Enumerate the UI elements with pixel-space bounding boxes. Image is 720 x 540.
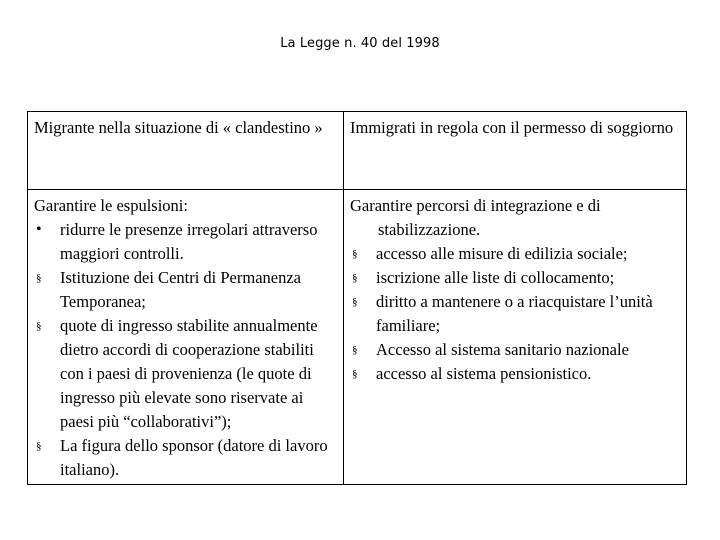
left-bullet-list bbox=[34, 218, 337, 482]
list-item bbox=[350, 266, 680, 290]
comparison-table bbox=[27, 111, 687, 485]
list-item bbox=[34, 314, 337, 434]
table-header-row bbox=[28, 112, 687, 190]
list-item bbox=[350, 338, 680, 362]
list-item-text: Accesso al sistema sanitario nazionale bbox=[376, 340, 629, 359]
list-item-text: iscrizione alle liste di collocamento; bbox=[376, 268, 615, 287]
body-cell-right bbox=[344, 190, 687, 485]
list-item-text: Istituzione dei Centri di Permanenza Temporanea; bbox=[60, 268, 302, 311]
section-sign-icon: § bbox=[352, 344, 358, 356]
header-cell-left bbox=[28, 112, 344, 190]
section-sign-icon: § bbox=[36, 272, 42, 284]
bullet-icon: • bbox=[36, 221, 42, 238]
body-cell-left bbox=[28, 190, 344, 485]
section-sign-icon: § bbox=[352, 248, 358, 260]
section-sign-icon: § bbox=[36, 440, 42, 452]
list-item bbox=[34, 266, 337, 314]
list-item bbox=[350, 290, 680, 338]
section-sign-icon: § bbox=[352, 296, 358, 308]
section-sign-icon: § bbox=[36, 320, 42, 332]
list-item bbox=[350, 362, 680, 386]
list-item-text: diritto a mantenere o a riacquistare l’unità familiare; bbox=[376, 292, 653, 335]
left-intro-text: Garantire le espulsioni: bbox=[34, 196, 188, 215]
list-item-text: accesso alle misure di edilizia sociale; bbox=[376, 244, 628, 263]
section-sign-icon: § bbox=[352, 272, 358, 284]
list-item bbox=[34, 218, 337, 266]
right-bullet-list bbox=[350, 242, 680, 386]
right-header-text: Immigrati in regola con il permesso di soggiorno bbox=[350, 118, 674, 137]
list-item-text: quote di ingresso stabilite annualmente dietro accordi di cooperazione stabiliti con i paesi di provenienza (le quote di ingresso più elevate sono riservate ai paesi più “collaborativi”); bbox=[60, 316, 318, 431]
list-item bbox=[350, 242, 680, 266]
list-item-text: accesso al sistema pensionistico. bbox=[376, 364, 592, 383]
section-sign-icon: § bbox=[352, 368, 358, 380]
table-body-row bbox=[28, 190, 687, 485]
list-item bbox=[34, 434, 337, 482]
right-intro-text: Garantire percorsi di integrazione e di stabilizzazione. bbox=[350, 196, 601, 239]
page-title: La Legge n. 40 del 1998 bbox=[280, 36, 440, 51]
header-cell-right bbox=[344, 112, 687, 190]
left-header-text: Migrante nella situazione di « clandestino » bbox=[34, 118, 323, 137]
list-item-text: La figura dello sponsor (datore di lavoro italiano). bbox=[60, 436, 328, 479]
list-item-text: ridurre le presenze irregolari attraverso maggiori controlli. bbox=[60, 220, 318, 263]
